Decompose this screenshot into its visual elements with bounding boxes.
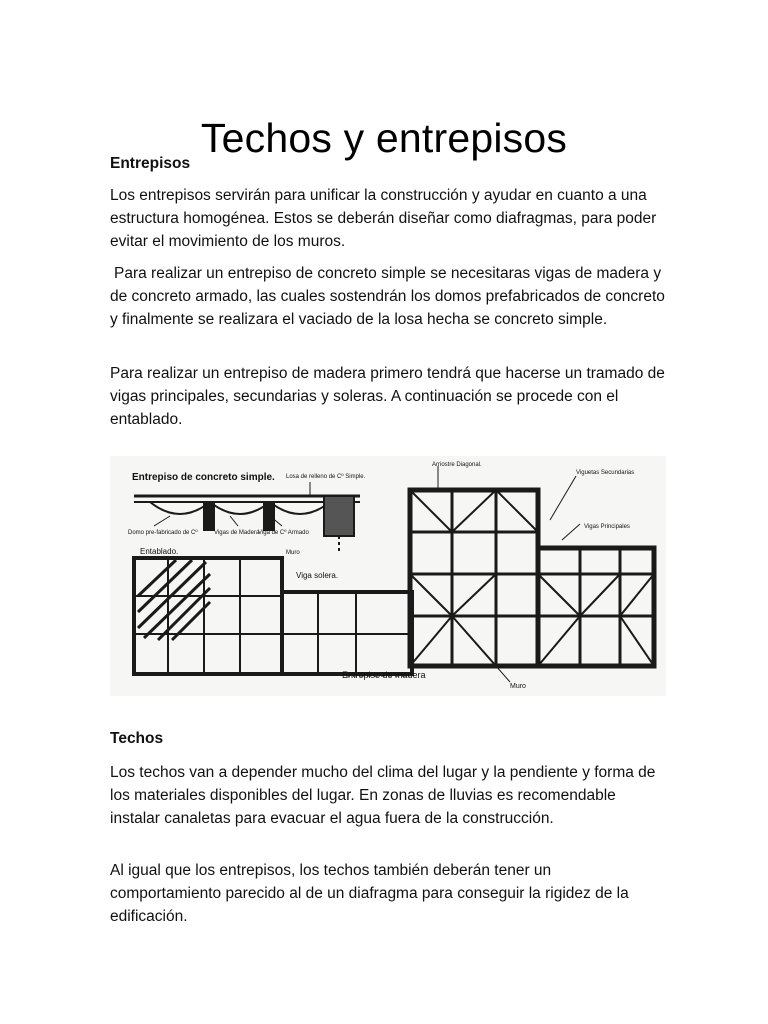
figure-label-concreto: Entrepiso de concreto simple. xyxy=(132,472,275,483)
figure-label-arriostre: Arriostre Diagonal. xyxy=(432,462,482,468)
figure-label-muro-top: Muro xyxy=(286,550,300,556)
section-heading-entrepisos: Entrepisos xyxy=(110,155,191,172)
figure-label-entablado: Entablado. xyxy=(140,547,179,556)
paragraph-techos-2: Al igual que los entrepisos, los techos también deberán tener un comportamiento parecido al de un diafragma para conseguir la rigidez de la edificación. xyxy=(110,862,629,925)
floor-structure-figure xyxy=(110,456,666,696)
paragraph-entrepisos-1: Los entrepisos servirán para unificar la construcción y ayudar en cuanto a una estructura homogénea. Estos se deberán diseñar como diafragmas, para poder evitar el movimiento de los muros. xyxy=(110,187,657,250)
figure-label-viga-armado: Viga de Cº Armado xyxy=(258,530,309,536)
figure-label-losa: Losa de relleno de Cº Simple. xyxy=(286,474,366,480)
floor-structure-drawing xyxy=(110,456,666,696)
figure-label-viguetas: Viguetas Secundarias xyxy=(576,470,635,476)
figure-label-muro-bottom: Muro xyxy=(510,683,526,690)
page-title: Techos y entrepisos xyxy=(200,115,568,162)
figure-label-vigas-madera: Vigas de Madera xyxy=(214,530,260,536)
figure-label-vigas-principales: Vigas Principales xyxy=(584,524,630,530)
paragraph-techos-1: Los techos van a depender mucho del clima del lugar y la pendiente y forma de los materiales disponibles del lugar. En zonas de lluvias es recomendable instalar canaletas para evacuar el agua fuera de la construcción. xyxy=(110,764,656,827)
paragraph-entrepisos-3: Para realizar un entrepiso de madera primero tendrá que hacerse un tramado de vigas principales, secundarias y soleras. A continuación se procede con el entablado. xyxy=(110,365,665,428)
paragraph-entrepisos-2: Para realizar un entrepiso de concreto simple se necesitaras vigas de madera y de concreto armado, las cuales sostendrán los domos prefabricados de concreto y finalmente se realizara el vaciado de la losa hecha se concreto simple. xyxy=(110,265,665,328)
figure-label-viga-solera: Viga solera. xyxy=(296,571,339,580)
figure-label-entrepiso-madera: Entrepiso de madera xyxy=(342,670,426,680)
figure-label-domo: Domo pre-fabricado de Cº xyxy=(128,530,198,536)
section-heading-techos: Techos xyxy=(110,730,164,747)
